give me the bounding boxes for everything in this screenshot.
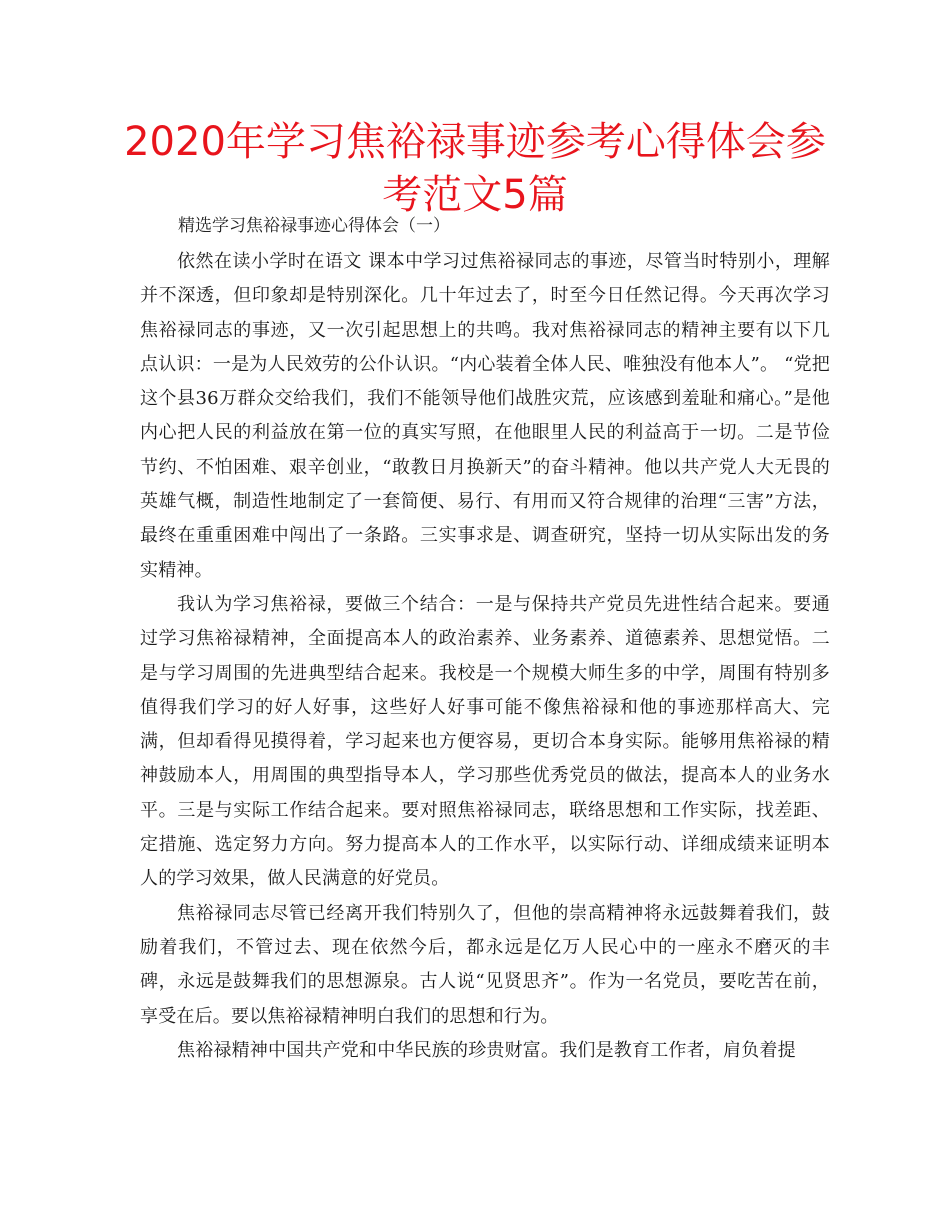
paragraph-2: 我认为学习焦裕禄，要做三个结合：一是与保持共产党员先进性结合起来。要通过学习焦裕禄精神，全面提高本人的政治素养、业务素养、道德素养、思想觉悟。二是与学习周围的先进典型结合起来。我校是一个规模大师生多的中学，周围有特别多值得我们学习的好人好事，这些好人好事可能不像焦裕禄和他的事迹那样高大、完满，但却看得见摸得着，学习起来也方便容易，更切合本身实际。能够用焦裕禄的精神鼓励本人，用周围的典型指导本人，学习那些优秀党员的做法，提高本人的业务水平。三是与实际工作结合起来。要对照焦裕禄同志，联络思想和工作实际，找差距、定措施、选定努力方向。努力提高本人的工作水平，以实际行动、详细成绩来证明本人的学习效果，做人民满意的好党员。: [140, 593, 830, 890]
document-body: [140, 245, 830, 1068]
paragraph-4: 焦裕禄精神中国共产党和中华民族的珍贵财富。我们是教育工作者，肩负着提: [177, 1039, 796, 1061]
section-heading: 精选学习焦裕禄事迹心得体会（一）: [178, 216, 450, 236]
paragraph-3: 焦裕禄同志尽管已经离开我们特别久了，但他的崇高精神将永远鼓舞着我们，鼓励着我们，不管过去、现在依然今后，都永远是亿万人民心中的一座永不磨灭的丰碑，永远是鼓舞我们的思想源泉。古人说“见贤思齐”。作为一名党员，要吃苦在前，享受在后。要以焦裕禄精神明白我们的思想和行为。: [140, 902, 830, 1027]
paragraph-1: 依然在读小学时在语文 课本中学习过焦裕禄同志的事迹，尽管当时特别小，理解并不深透，但印象却是特别深化。几十年过去了，时至今日任然记得。今天再次学习焦裕禄同志的事迹，又一次引起思想上的共鸣。我对焦裕禄同志的精神主要有以下几点认识：一是为人民效劳的公仆认识。“内心装着全体人民、唯独没有他本人”。 “党把这个县36万群众交给我们，我们不能领导他们战胜灾荒，应该感到羞耻和痛心。”是他内心把人民的利益放在第一位的真实写照，在他眼里人民的利益高于一切。二是节俭节约、不怕困难、艰辛创业，“敢教日月换新天”的奋斗精神。他以共产党人大无畏的英雄气概，制造性地制定了一套简便、易行、有用而又符合规律的治理“三害”方法，最终在重重困难中闯出了一条路。三实事求是、调查研究，坚持一切从实际出发的务实精神。: [140, 251, 830, 581]
document-title: 2020年学习焦裕禄事迹参考心得体会参考范文5篇: [124, 119, 826, 218]
